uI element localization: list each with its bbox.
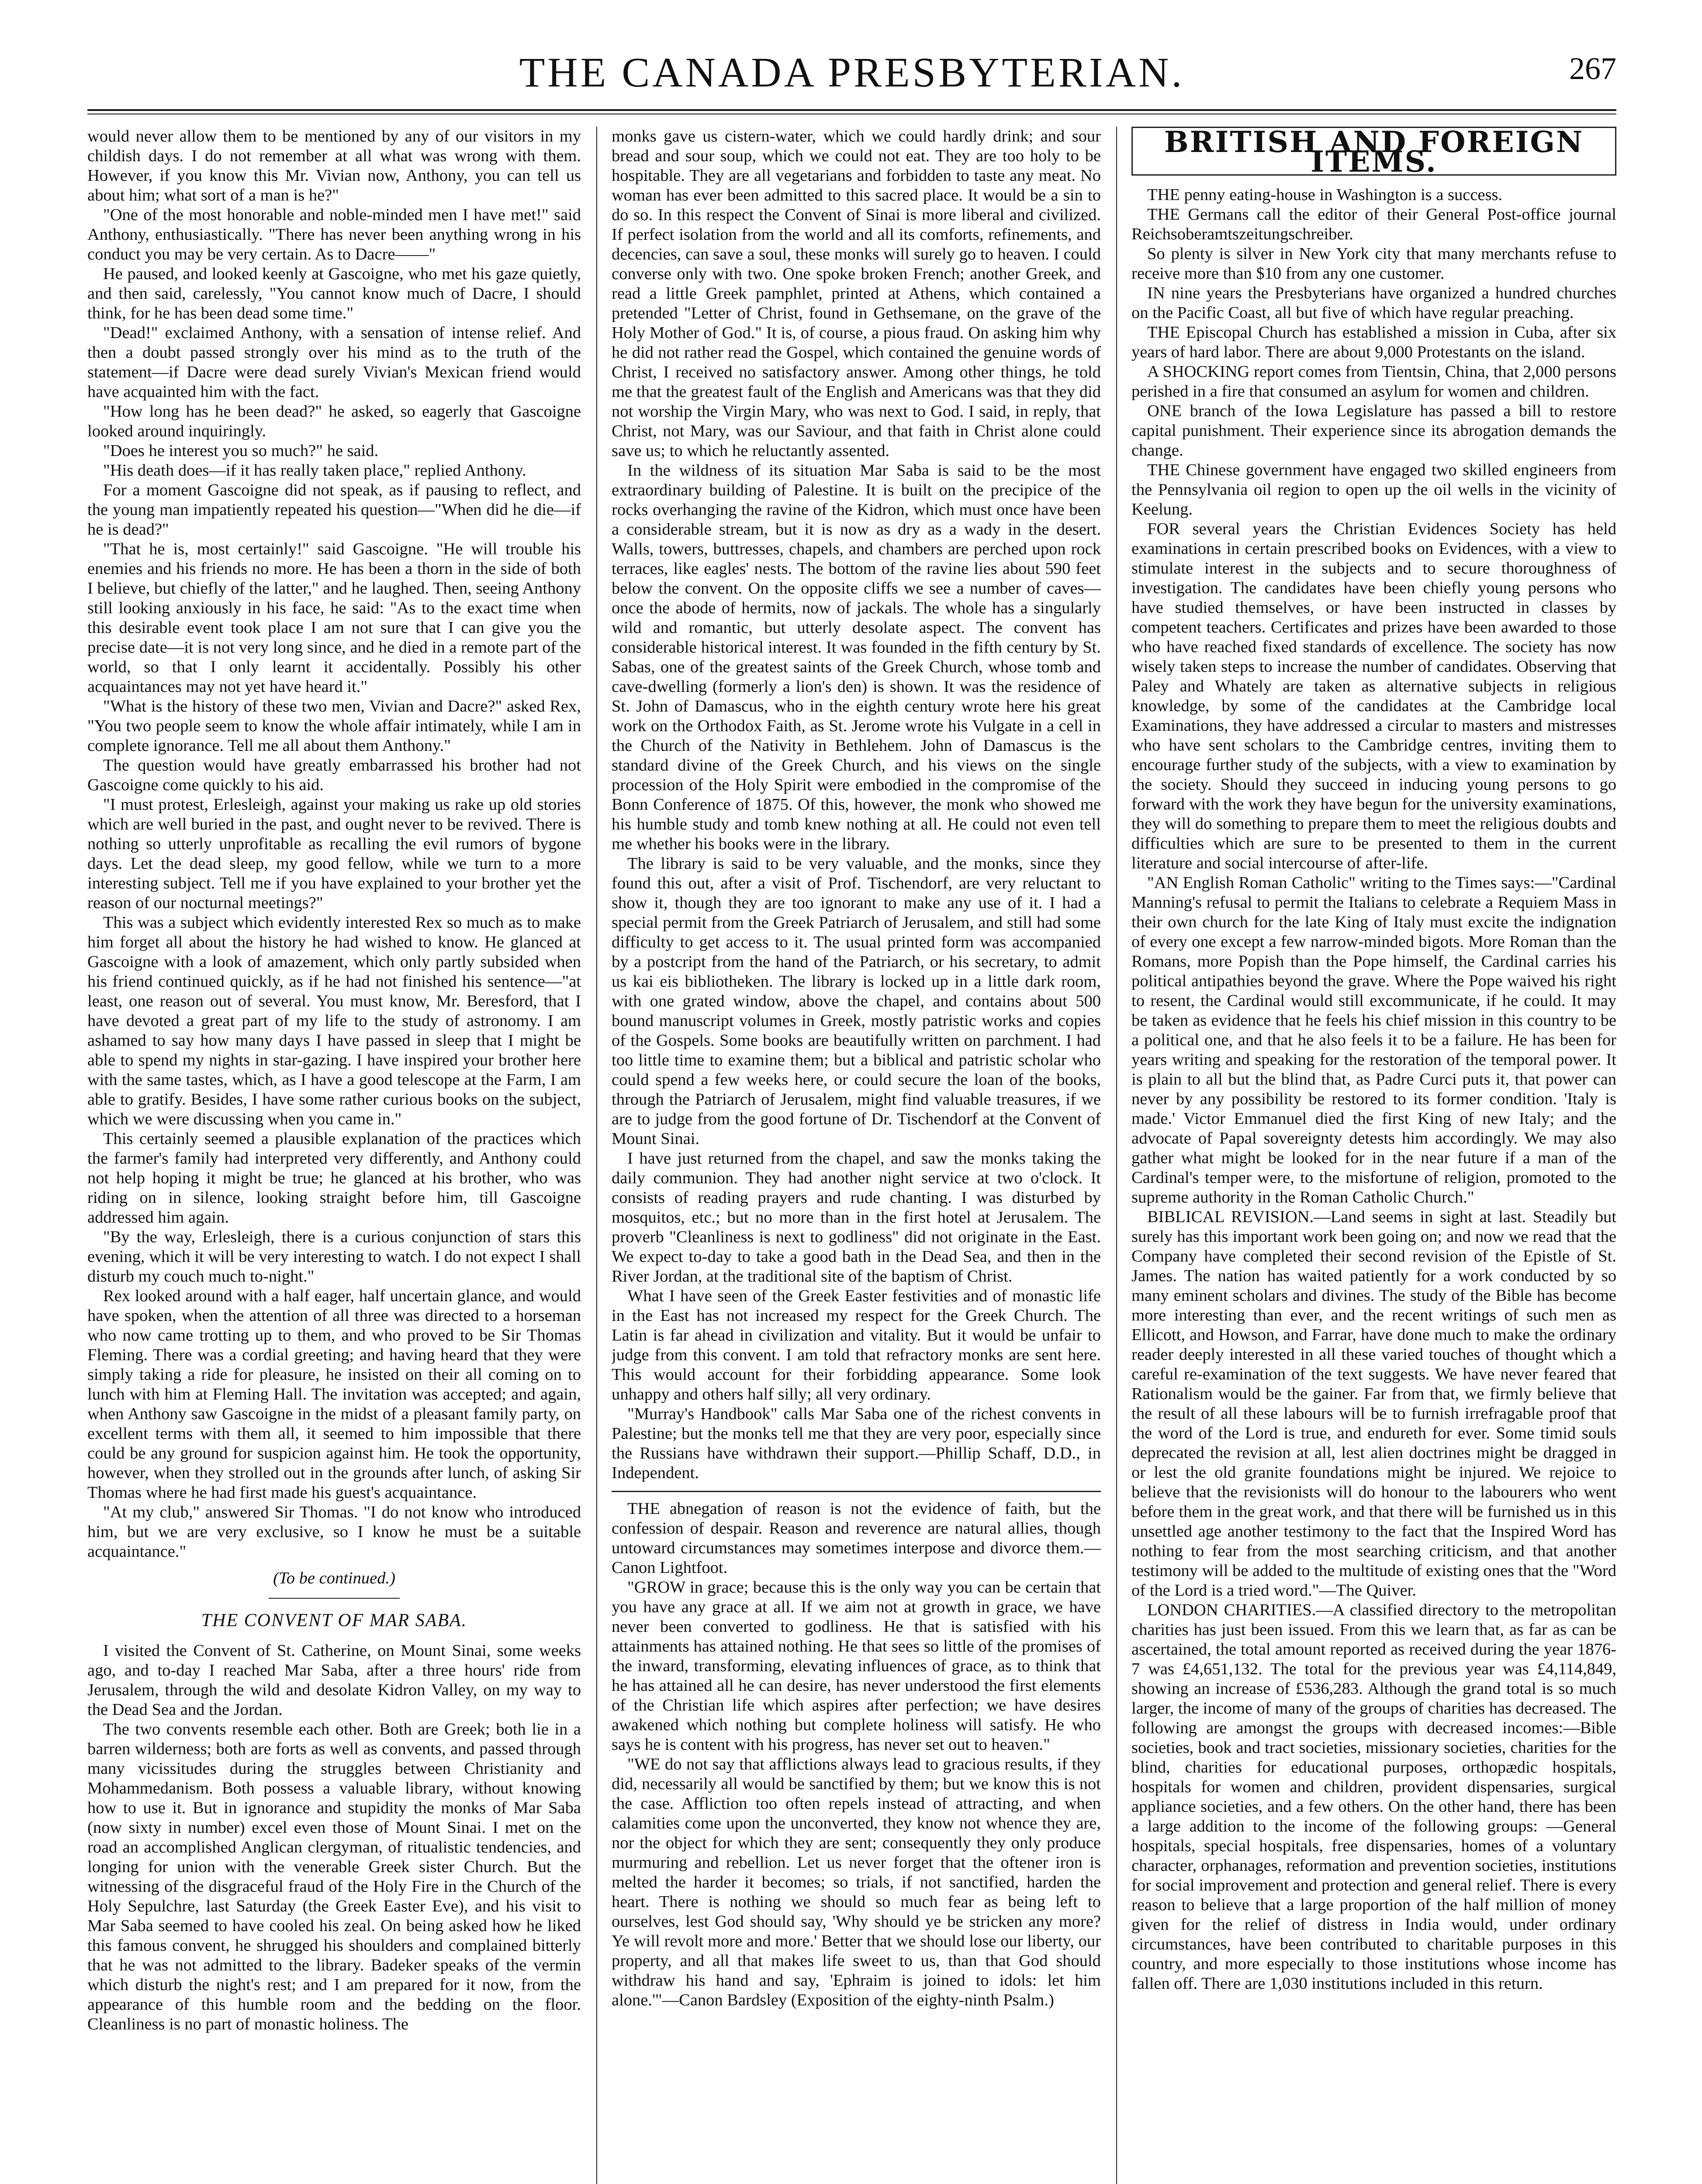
paragraph: "At my club," answered Sir Thomas. "I do not know who introduced him, but we are very exclusive, so I know he must be a suitable acquaintance." — [87, 1503, 581, 1561]
paragraph: "Murray's Handbook" calls Mar Saba one of the richest convents in Palestine; but the monks tell me that they are very poor, especially since the Russians have withdrawn their support.—Phillip Schaff, D.D., in Independent. — [612, 1405, 1101, 1482]
paragraph: monks gave us cistern-water, which we could hardly drink; and sour bread and sour soup, which we could not eat. They are too holy to be hospitable. They are all vegetarians and forbidden to taste any meat. No woman has ever been admitted to this sacred place. It would be a sin to do so. In this respect the Convent of Sinai is more liberal and civilized. If perfect isolation from the world and all its comforts, refinements, and decencies, can save a soul, these monks will surely go to heaven. I could converse only with two. One spoke broken French; another Greek, and read a little Greek pamphlet, printed at Athens, which contained a pretended "Letter of Christ, found in Gethsemane, on the grave of the Holy Mother of God." It is, of course, a pious fraud. On asking him why he did not rather read the Gospel, which contained the genuine words of Christ, I received no satisfactory answer. Among other things, he told me that the greatest fault of the English and Americans was that they did not worship the Virgin Mary, who was next to God. I said, in reply, that Christ, not Mary, was our Saviour, and that faith in Christ alone could save us; to which he reluctantly assented. — [612, 127, 1101, 460]
paragraph: In the wildness of its situation Mar Saba is said to be the most extraordinary building of Palestine. It is built on the precipice of the rocks overhanging the ravine of the Kidron, which must once have been a considerable stream, but it is now as dry as a wady in the desert. Walls, towers, buttresses, chapels, and chambers are perched upon rock terraces, like eagles' nests. The bottom of the ravine lies about 590 feet below the convent. On the opposite cliffs we see a number of caves—once the abode of hermits, now of jackals. The whole has a singularly wild and romantic, but utterly desolate aspect. The convent has considerable historical interest. It was founded in the fifth century by St. Sabas, one of the greatest saints of the Greek Church, whose tomb and cave-dwelling (formerly a lion's den) is shown. It was the residence of St. John of Damascus, who in the eighth century wrote here his great work on the Orthodox Faith, as St. Jerome wrote his Vulgate in a cell in the Church of the Nativity in Bethlehem. John of Damascus is the standard divine of the Greek Church, and his views on the single procession of the Holy Spirit were embodied in the compromise of the Bonn Conference of 1875. Of this, however, the monk who showed me his humble study and tomb knew nothing at all. He could not even tell me whether his books were in the library. — [612, 461, 1101, 853]
news-item: FOR several years the Christian Evidences Society has held examinations in certain prescribed books on Evidences, with a view to stimulate interest in the subjects and to secure thoroughness of investigation. The candidates have been chiefly young persons who have studied themselves, or have been instructed in classes by competent teachers. Certificates and prizes have been awarded to those who have reached fixed standards of excellence. The society has now wisely taken steps to increase the number of candidates. Observing that Paley and Whately are taken as alternative subjects in religious knowledge, by some of the candidates at the Cambridge local Examinations, they have addressed a circular to masters and mistresses who have sent scholars to the Cambridge centres, inviting them to encourage further study of the subjects, with a view to examination by the society. Should they succeed in inducing young persons to go forward with the work they have begun for the university examinations, they will do something to prepare them to meet the religious doubts and difficulties which are sure to be presented to them in the current literature and social intercourse of after-life. — [1131, 520, 1616, 872]
masthead — [87, 39, 1616, 105]
paragraph: What I have seen of the Greek Easter festivities and of monastic life in the East has not increased my respect for the Greek Church. The Latin is far ahead in civilization and vitality. But it would be unfair to judge from this convent. I am told that refractory monks are sent here. This would account for their forbidding appearance. Some look unhappy and others half silly; all very ordinary. — [612, 1287, 1101, 1403]
news-item: THE penny eating-house in Washington is a success. — [1147, 186, 1503, 204]
paragraph: I have just returned from the chapel, and saw the monks taking the daily communion. They had another night service at two o'clock. It consists of reading prayers and rude chanting. I was disturbed by mosquitos, etc.; but no more than in the first hotel at Jerusalem. The proverb "Cleanliness is next to godliness" did not originate in the East. We expect to-day to take a good bath in the Dead Sea, and then in the River Jordan, at the traditional site of the baptism of Christ. — [612, 1149, 1101, 1286]
masthead-rule — [87, 109, 1616, 114]
section-title: THE CONVENT OF MAR SABA. — [201, 1610, 467, 1631]
news-item: So plenty is silver in New York city that many merchants refuse to receive more than $10 from any one customer. — [1131, 245, 1616, 283]
paragraph: This was a subject which evidently interested Rex so much as to make him forget all about the history he had wished to know. He glanced at Gascoigne with a look of amazement, which only partly subsided when his friend continued quickly, as if he had not finished his sentence—"at least, one reason out of several. You must know, Mr. Beresford, that I have devoted a great part of my life to the study of astronomy. I am ashamed to say how many days I have passed in sleep that I might be able to spend my nights in star-gazing. I have inspired your brother here with the same tastes, which, as I have a good telescope at the Farm, I am able to gratify. Besides, I have some rather curious books on the subject, which we were discussing when you came in." — [87, 913, 581, 1128]
newspaper-title: THE CANADA PRESBYTERIAN. — [519, 49, 1185, 96]
paragraph: "His death does—if it has really taken place," replied Anthony. — [103, 461, 526, 480]
paragraph: This certainly seemed a plausible explanation of the practices which the farmer's family had interpreted very differently, and Anthony could not help hoping it might be true; he glanced at his brother, who was riding on in silence, looking straight before him, till Gascoigne addressed him again. — [87, 1130, 581, 1227]
news-item: THE Germans call the editor of their General Post-office journal Reichsoberamtszeitungschreiber. — [1131, 205, 1616, 243]
news-item: ONE branch of the Iowa Legislature has passed a bill to restore capital punishment. Their experience since its abrogation demands the change. — [1131, 402, 1616, 460]
section-rule — [612, 1491, 1101, 1492]
paragraph: "What is the history of these two men, Vivian and Dacre?" asked Rex, "You two people seem to know the whole affair intimately, while I am in complete ignorance. Tell me all about them Anthony." — [87, 697, 581, 755]
page-number: 267 — [1569, 51, 1616, 86]
paragraph: Rex looked around with a half eager, half uncertain glance, and would have spoken, when the attention of all three was directed to a horseman who now came trotting up to them, and who proved to be Sir Thomas Fleming. There was a cordial greeting; and having heard that they were simply taking a ride for pleasure, he insisted on their all coming on to lunch with him at Fleming Hall. The invitation was accepted; and again, when Anthony saw Gascoigne in the midst of a pleasant family party, on excellent terms with them all, it seemed to him impossible that there could be any ground for suspicion against him. He took the opportunity, however, when they strolled out in the grounds after lunch, of asking Sir Thomas where he had first made his guest's acquaintance. — [87, 1287, 581, 1502]
column-divider — [596, 127, 597, 2184]
news-item: BIBLICAL REVISION.—Land seems in sight at last. Steadily but surely has this important work been going on; and now we read that the Company have completed their second revision of the Epistle of St. James. The nation has waited patiently for a work conducted by so many eminent scholars and divines. The study of the Bible has become more interesting than ever, and the recent writings of such men as Ellicott, and Howson, and Farrar, have done much to make the ordinary reader deeply interested in all these varied touches of thought which a careful re-examination of the text suggests. We have never feared that Rationalism would be the gainer. Far from that, we firmly believe that the result of all these labours will be to furnish irrefragable proof that the word of the Lord is true, and endureth for ever. Some timid souls deprecated the revision at all, lest alien doctrines might be dragged in or lest the old granite foundations might be injured. We rejoice to believe that the revisionists will do honour to the labourers who went before them in the great work, and that there will be furnished us in this unsettled age another testimony to the fact that the Inspired Word has nothing to fear from the most searching criticism, and that another testimony will be added to the multitude of existing ones that the "Word of the Lord is a tried word."—The Quiver. — [1131, 1208, 1616, 1600]
news-item: THE Chinese government have engaged two skilled engineers from the Pennsylvania oil region to open up the oil wells in the vicinity of Keelung. — [1131, 461, 1616, 518]
paragraph: "That he is, most certainly!" said Gascoigne. "He will trouble his enemies and his friends no more. He has been a thorn in the side of both I believe, but chiefly of the latter," and he laughed. Then, seeing Anthony still looking anxiously in his face, he said: "As to the exact time when this desirable event took place I am not sure that I can give you the precise date—it is not very long since, and he died in a remote part of the world, so that I only learnt it accidentally. Possibly his other acquaintances may not yet have heard it." — [87, 540, 581, 696]
column-1 — [87, 127, 581, 2184]
paragraph: "WE do not say that afflictions always lead to gracious results, if they did, necessarily all would be sanctified by them; but we know this is not the case. Affliction too often repels instead of attracting, and when calamities come upon the unconverted, they know not whence they are, nor the object for which they are sent; consequently they only produce murmuring and rebellion. Let us never forget that the oftener iron is melted the harder it becomes; so trials, if not sanctified, harden the heart. There is nothing we should so much fear as being left to ourselves, lest God should say, 'Why should ye be stricken any more? Ye will revolt more and more.' Better that we should lose our liberty, our property, and all that makes life sweet to us, than that God should withdraw his hand and say, 'Ephraim is joined to idols: let him alone.'"—Canon Bardsley (Exposition of the eighty-ninth Psalm.) — [612, 1755, 1101, 2009]
news-item: THE Episcopal Church has established a mission in Cuba, after six years of hard labor. There are about 9,000 Protestants on the island. — [1131, 323, 1616, 361]
paragraph: For a moment Gascoigne did not speak, as if pausing to reflect, and the young man impatiently repeated his question—"When did he die—if he is dead?" — [87, 481, 581, 539]
paragraph: The two convents resemble each other. Both are Greek; both lie in a barren wilderness; both are forts as well as convents, and passed through many vicissitudes during the struggles between Christianity and Mohammedanism. Both possess a valuable library, without knowing how to use it. But in ignorance and stupidity the monks of Mar Saba (now sixty in number) excel even those of Mount Sinai. I met on the road an accomplished Anglican clergyman, of ritualistic tendencies, and longing for union with the venerable Greek sister Church. But the witnessing of the disgraceful fraud of the Holy Fire in the Church of the Holy Sepulchre, last Saturday (the Greek Easter Eve), and his visit to Mar Saba seemed to have cooled his zeal. On being asked how he liked this famous convent, he shrugged his shoulders and complained bitterly that he was not admitted to the library. Badeker speaks of the vermin which disturb the night's rest; and I am prepared for it now, from the appearance of this humble room and the bedding on the floor. Cleanliness is no part of monastic holiness. The — [87, 1720, 581, 2033]
paragraph: He paused, and looked keenly at Gascoigne, who met his gaze quietly, and then said, carelessly, "You cannot know much of Dacre, I should think, for he has been dead some time." — [87, 265, 581, 322]
paragraph: "Does he interest you so much?" he said. — [103, 442, 379, 460]
news-item: IN nine years the Presbyterians have organized a hundred churches on the Pacific Coast, all but five of which have regular preaching. — [1131, 284, 1616, 322]
paragraph: I visited the Convent of St. Catherine, on Mount Sinai, some weeks ago, and to-day I reached Mar Saba, after a three hours' ride from Jerusalem, through the wild and desolate Kidron Valley, on my way to the Dead Sea and the Jordan. — [87, 1641, 581, 1719]
paragraph: "How long has he been dead?" he asked, so eagerly that Gascoigne looked around inquiringly. — [87, 402, 581, 440]
section-heading: BRITISH AND FOREIGN ITEMS. — [1131, 127, 1616, 176]
paragraph: "I must protest, Erlesleigh, against your making us rake up old stories which are well buried in the past, and ought never to be revived. There is nothing so utterly unprofitable as recalling the evil rumors of bygone days. Let the dead sleep, my good fellow, while we turn to a more interesting subject. Tell me if you have explained to your brother yet the reason of our nocturnal meetings?" — [87, 795, 581, 912]
column-divider — [1116, 127, 1117, 2184]
column-2 — [612, 127, 1101, 2184]
column-3 — [1131, 127, 1616, 2184]
paragraph: would never allow them to be mentioned by any of our visitors in my childish days. I do not remember at all what was wrong with them. However, if you know this Mr. Vivian now, Anthony, you can tell us about him; what sort of a man is he?" — [87, 127, 581, 204]
paragraph: "GROW in grace; because this is the only way you can be certain that you have any grace at all. If we aim not at growth in grace, we have never been converted to godliness. He that is satisfied with his attainments has attained nothing. He that sees so little of the promises of the inward, transforming, elevating influences of grace, as to think that he has attained all he can desire, has never understood the first elements of the Christian life which aspires after perfection; we have desires awakened which nothing but complete holiness will satisfy. He who says he is content with his progress, has never set out to heaven." — [612, 1578, 1101, 1754]
paragraph: "By the way, Erlesleigh, there is a curious conjunction of stars this evening, which it will be very interesting to watch. I do not expect I shall disturb my couch much to-night." — [87, 1228, 581, 1286]
section-rule — [269, 1598, 400, 1599]
paragraph: "Dead!" exclaimed Anthony, with a sensation of intense relief. And then a doubt passed strongly over his mind as to the truth of the statement—if Dacre were dead surely Vivian's Mexican friend would have acquainted him with the fact. — [87, 324, 581, 401]
paragraph: THE abnegation of reason is not the evidence of faith, but the confession of despair. Reason and reverence are natural allies, though untoward circumstances may sometimes interpose and divorce them.—Canon Lightfoot. — [612, 1500, 1101, 1577]
paragraph: "One of the most honorable and noble-minded men I have met!" said Anthony, enthusiastically. "There has never been anything wrong in his conduct you may be very certain. As to Dacre——" — [87, 206, 581, 263]
news-item: A SHOCKING report comes from Tientsin, China, that 2,000 persons perished in a fire that consumed an asylum for women and children. — [1131, 363, 1616, 401]
news-item: LONDON CHARITIES.—A classified directory to the metropolitan charities has just been issued. From this we learn that, as far as can be ascertained, the total amount reported as received during the year 1876-7 was £4,651,132. The total for the previous year was £4,114,849, showing an increase of £536,283. Although the grand total is so much larger, the income of many of the groups of charities has decreased. The following are amongst the groups with decreased incomes:—Bible societies, book and tract societies, missionary societies, charities for the blind, charities for educational purposes, orthopædic hospitals, hospitals for women and children, provident dispensaries, surgical appliance societies, and a few others. On the other hand, there has been a large addition to the income of the following groups: —General hospitals, special hospitals, free dispensaries, homes of a voluntary character, orphanages, reformation and prevention societies, institutions for social improvement and protection and general relief. There is every reason to believe that a large proportion of the half million of money given for the relief of distress in India would, under ordinary circumstances, have been contributed to charitable purposes in this country, and more especially to those institutions whose income has fallen off. There are 1,030 institutions included in this return. — [1131, 1601, 1616, 1993]
paragraph: The library is said to be very valuable, and the monks, since they found this out, after a visit of Prof. Tischendorf, are very reluctant to show it, though they are too ignorant to make any use of it. I had a special permit from the Greek Patriarch of Jerusalem, and still had some difficulty to get access to it. The usual printed form was accompanied by a postcript from the hand of the Patriarch, or his secretary, to admit us kai eis bibliotheken. The library is locked up in a little dark room, with one grated window, above the chapel, and contains about 500 bound manuscript volumes in Greek, mostly patristic works and copies of the Gospels. Some books are beautifully written on parchment. I had too little time to examine them; but a biblical and patristic scholar who could spend a few weeks here, or could secure the loan of the books, through the Patriarch of Jerusalem, might find valuable treasures, if we are to judge from the good fortune of Dr. Tischendorf at the Convent of Mount Sinai. — [612, 854, 1101, 1148]
news-item: "AN English Roman Catholic" writing to the Times says:—"Cardinal Manning's refusal to permit the Italians to celebrate a Requiem Mass in their own church for the late King of Italy must excite the indignation of every one except a few narrow-minded bigots. More Roman than the Romans, more Popish than the Pope himself, the Cardinal carries his political antipathies beyond the grave. Where the Pope waived his right to resent, the Cardinal would still excommunicate, if he could. It may be taken as evidence that he feels his chief mission in this country to be a political one, and that he also feels it to be a failure. He has been for years writing and speaking for the restoration of the temporal power. It is plain to all but the blind that, as Padre Curci puts it, that power can never by any possibility be restored to its former condition. 'Italy is made.' Victor Emmanuel died the first King of new Italy; and the advocate of Papal sovereignty detests him accordingly. We may also gather what might be looked for in the near future if a man of the Cardinal's temper were, to the misfortune of religion, promoted to the supreme authority in the Roman Catholic Church." — [1131, 874, 1616, 1206]
paragraph: The question would have greatly embarrassed his brother had not Gascoigne come quickly to his aid. — [87, 756, 581, 794]
to-be-continued: (To be continued.) — [273, 1569, 395, 1587]
